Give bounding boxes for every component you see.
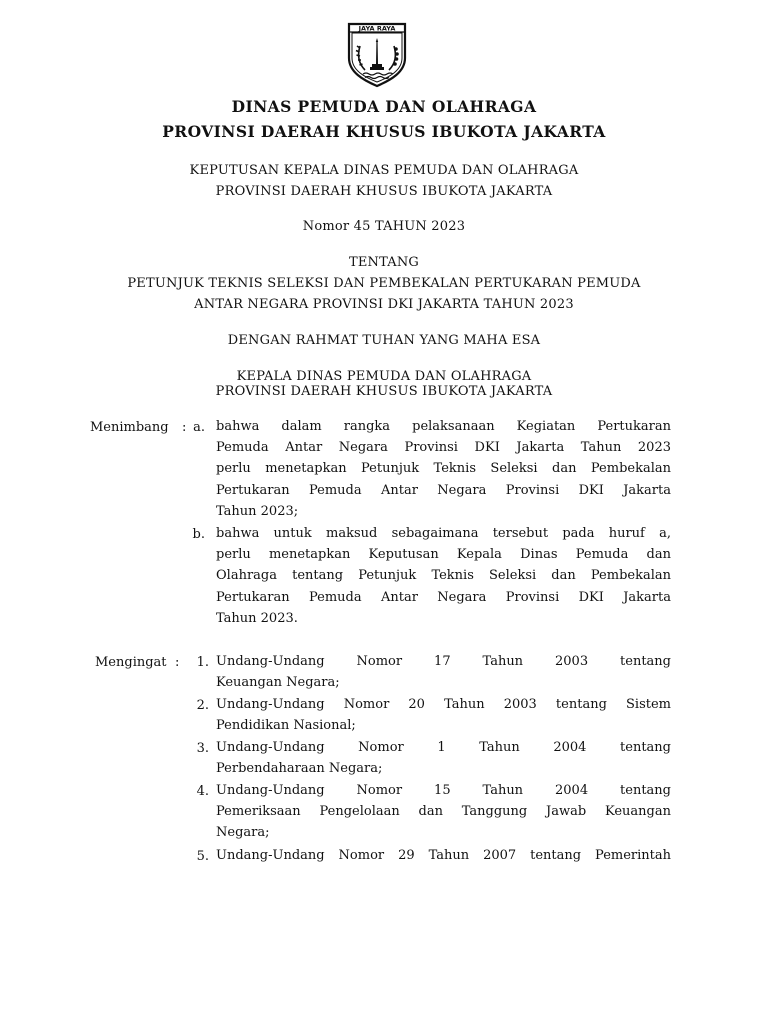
text-line: Keuangan Negara;: [216, 675, 340, 691]
mengingat-item-marker: 1.: [196, 655, 209, 670]
decree-title-line1: KEPUTUSAN KEPALA DINAS PEMUDA DAN OLAHRAGA: [189, 163, 579, 178]
blessing-line: DENGAN RAHMAT TUHAN YANG MAHA ESA: [227, 333, 541, 348]
menimbang-item-marker: b.: [192, 527, 205, 542]
jakarta-emblem-logo: [343, 20, 411, 88]
emblem-motto: JAYA RAYA: [358, 24, 396, 33]
text-line: bahwa untuk maksud sebagaimana tersebut pada huruf a,: [216, 526, 671, 541]
text-line: Tahun 2023;: [216, 503, 299, 519]
decree-number: Nomor 45 TAHUN 2023: [302, 219, 466, 234]
menimbang-item-a: [216, 416, 671, 522]
text-line: Pendidikan Nasional;: [216, 718, 356, 734]
mengingat-item-marker: 3.: [196, 741, 209, 756]
official-title-line1: KEPALA DINAS PEMUDA DAN OLAHRAGA: [236, 369, 532, 384]
text-line: Undang-Undang Nomor 20 Tahun 2003 tentang Sistem: [216, 697, 671, 712]
mengingat-label: Mengingat: [95, 655, 167, 670]
official-title-line2: PROVINSI DAERAH KHUSUS IBUKOTA JAKARTA: [215, 384, 553, 399]
menimbang-colon: :: [182, 420, 187, 435]
mengingat-item-1: [216, 651, 671, 693]
text-line: Undang-Undang Nomor 17 Tahun 2003 tentang: [216, 654, 671, 669]
decree-title-line2: PROVINSI DAERAH KHUSUS IBUKOTA JAKARTA: [215, 184, 553, 199]
mengingat-item-marker: 4.: [196, 784, 209, 799]
text-line: Olahraga tentang Petunjuk Teknis Seleksi dan Pembekalan: [216, 568, 671, 584]
text-line: Tahun 2023.: [216, 610, 298, 626]
mengingat-item-4: [216, 780, 671, 844]
decree-subject-line2: ANTAR NEGARA PROVINSI DKI JAKARTA TAHUN 2023: [194, 297, 574, 312]
decree-about: TENTANG: [348, 255, 420, 270]
menimbang-item-marker: a.: [193, 420, 205, 435]
menimbang-item-b: [216, 523, 671, 629]
text-line: Pemeriksaan Pengelolaan dan Tanggung Jawab Keuangan: [216, 804, 671, 820]
agency-province: PROVINSI DAERAH KHUSUS IBUKOTA JAKARTA: [162, 122, 606, 141]
text-line: Pertukaran Pemuda Antar Negara Provinsi DKI Jakarta: [216, 482, 671, 498]
text-line: Undang-Undang Nomor 1 Tahun 2004 tentang: [216, 740, 671, 755]
text-line: bahwa dalam rangka pelaksanaan Kegiatan Pertukaran: [216, 419, 671, 434]
menimbang-label: Menimbang: [90, 420, 169, 435]
agency-name: DINAS PEMUDA DAN OLAHRAGA: [231, 97, 537, 116]
text-line: perlu menetapkan Petunjuk Teknis Seleksi dan Pembekalan: [216, 461, 671, 477]
text-line: Pemuda Antar Negara Provinsi DKI Jakarta Tahun 2023: [216, 440, 671, 456]
mengingat-item-5: [216, 845, 671, 866]
mengingat-item-2: [216, 694, 671, 736]
mengingat-item-3: [216, 737, 671, 779]
decree-subject-line1: PETUNJUK TEKNIS SELEKSI DAN PEMBEKALAN PERTUKARAN PEMUDA: [127, 276, 641, 291]
text-line: perlu menetapkan Keputusan Kepala Dinas Pemuda dan: [216, 547, 671, 563]
mengingat-colon: :: [175, 655, 180, 670]
text-line: Negara;: [216, 825, 270, 841]
text-line: Undang-Undang Nomor 29 Tahun 2007 tentang Pemerintah: [216, 848, 671, 863]
mengingat-item-marker: 5.: [196, 849, 209, 864]
text-line: Perbendaharaan Negara;: [216, 761, 383, 777]
text-line: Pertukaran Pemuda Antar Negara Provinsi DKI Jakarta: [216, 589, 671, 605]
mengingat-item-marker: 2.: [196, 698, 209, 713]
text-line: Undang-Undang Nomor 15 Tahun 2004 tentang: [216, 783, 671, 798]
